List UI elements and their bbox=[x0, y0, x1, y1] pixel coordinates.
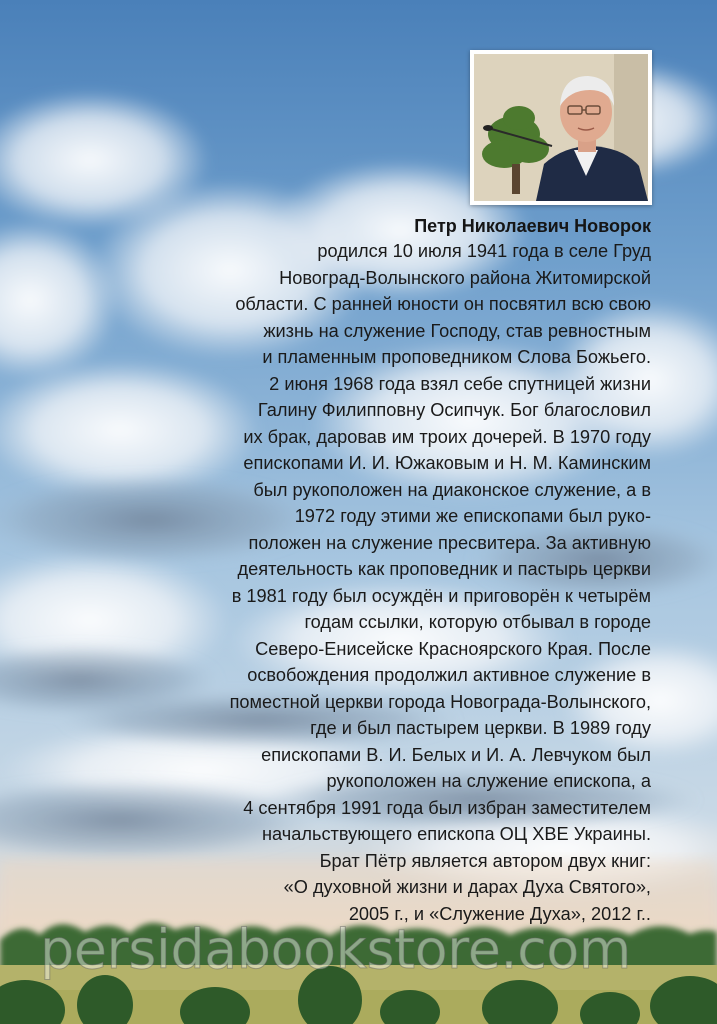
author-photo bbox=[470, 50, 652, 205]
biography-line: был рукоположен на диаконское служение, а в bbox=[253, 479, 651, 500]
biography-line: поместной церкви города Новограда-Волынского, bbox=[229, 691, 651, 712]
author-name: Петр Николаевич Новорок bbox=[414, 216, 651, 236]
biography-line: годам ссылки, которую отбывал в городе bbox=[304, 612, 651, 632]
biography-line: «О духовной жизни и дарах Духа Святого», bbox=[283, 877, 651, 897]
biography-line: 2005 г., и «Служение Духа», 2012 г.. bbox=[348, 903, 651, 924]
biography-line: деятельность как проповедник и пастырь церкви bbox=[237, 559, 651, 579]
biography-line: 2 июня 1968 года взял себе спутницей жизни bbox=[269, 373, 651, 394]
biography-line: Галину Филипповну Осипчук. Бог благословил bbox=[257, 400, 651, 420]
biography-line: родился 10 июля 1941 года в селе Груд bbox=[317, 241, 651, 261]
store-watermark: persidabookstore.com bbox=[40, 918, 631, 981]
biography-line: Новоград-Волынского района Житомирской bbox=[279, 267, 651, 288]
biography-line: епископами И. И. Южаковым и Н. М. Каминским bbox=[243, 453, 651, 473]
biography-line: области. С ранней юности он посвятил всю свою bbox=[235, 294, 651, 314]
biography-text bbox=[140, 238, 651, 927]
author-portrait-image bbox=[474, 54, 648, 201]
biography-line: жизнь на служение Господу, став ревностным bbox=[263, 320, 651, 341]
biography-line: 1972 году этими же епископами был руко- bbox=[294, 506, 651, 526]
biography-line: положен на служение пресвитера. За активную bbox=[248, 532, 651, 553]
biography-line: освобождения продолжил активное служение в bbox=[247, 665, 651, 685]
biography-line: Северо-Енисейске Красноярского Края. После bbox=[255, 638, 651, 659]
biography-line: начальствующего епископа ОЦ ХВЕ Украины. bbox=[262, 824, 651, 844]
biography-line: Брат Пётр является автором двух книг: bbox=[319, 850, 651, 871]
biography-line: рукоположен на служение епископа, а bbox=[326, 771, 651, 791]
biography-line: и пламенным проповедником Слова Божьего. bbox=[262, 347, 651, 367]
biography-line: епископами В. И. Белых и И. А. Левчуком был bbox=[261, 744, 651, 765]
biography-line: в 1981 году был осуждён и приговорён к четырём bbox=[231, 585, 651, 606]
biography-line: где и был пастырем церкви. В 1989 году bbox=[310, 718, 651, 738]
biography-line: 4 сентября 1991 года был избран заместителем bbox=[243, 797, 651, 818]
biography-line: их брак, даровав им троих дочерей. В 1970 году bbox=[243, 426, 651, 447]
